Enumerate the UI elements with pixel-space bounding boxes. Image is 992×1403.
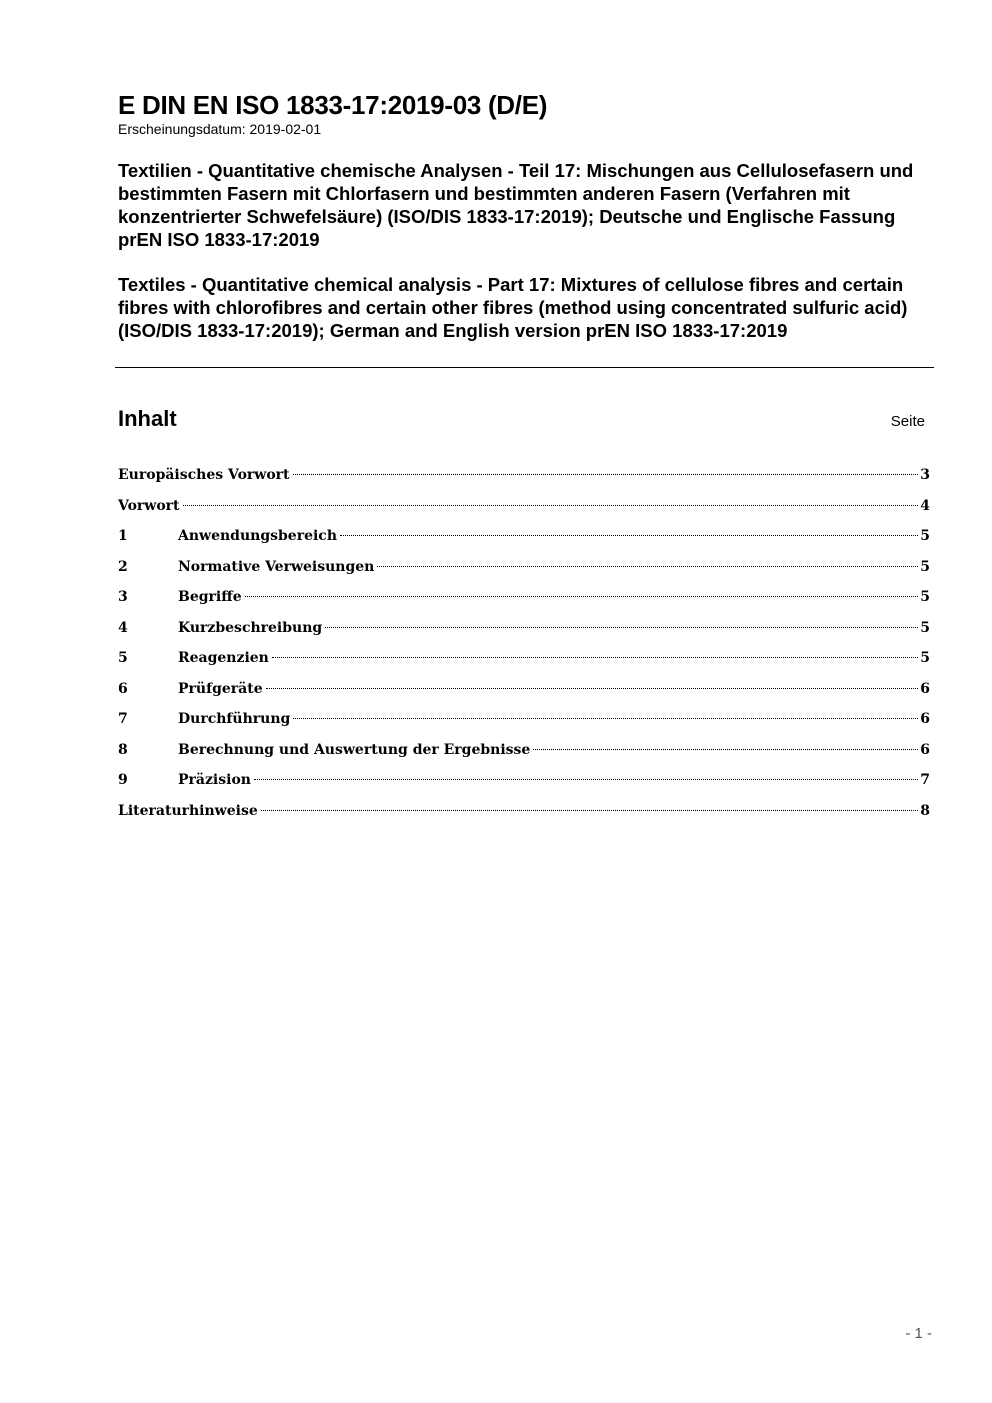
toc-entry-title: Reagenzien xyxy=(178,650,269,666)
toc-entry-vorwort[interactable] xyxy=(118,491,930,522)
toc-entry-anwendungsbereich[interactable] xyxy=(118,521,930,552)
toc-entry-page: 8 xyxy=(920,802,930,819)
toc-dot-leader xyxy=(325,627,918,628)
toc-entry-kurzbeschreibung[interactable] xyxy=(118,613,930,644)
toc-entry-page: 5 xyxy=(920,650,930,666)
toc-entry-title: Präzision xyxy=(178,772,251,788)
toc-entry-page: 3 xyxy=(920,467,930,483)
toc-page-column-label: Seite xyxy=(890,413,925,430)
toc-dot-leader xyxy=(254,779,918,780)
toc-entry-page: 5 xyxy=(920,558,930,575)
toc-entry-begriffe[interactable] xyxy=(118,582,930,613)
toc-entry-europaeisches-vorwort[interactable] xyxy=(118,460,930,491)
toc-dot-leader xyxy=(293,474,919,475)
toc-dot-leader xyxy=(245,596,919,597)
toc-entry-number: 9 xyxy=(118,772,128,788)
toc-entry-page: 6 xyxy=(920,741,930,758)
toc-entry-page: 4 xyxy=(920,497,930,514)
toc-entry-title: Europäisches Vorwort xyxy=(118,467,290,483)
toc-entry-number: 8 xyxy=(118,741,128,758)
toc-entry-number: 7 xyxy=(118,711,128,727)
toc-entry-number: 4 xyxy=(118,619,128,636)
toc-entry-number: 1 xyxy=(118,528,128,544)
toc-entry-normative-verweisungen[interactable] xyxy=(118,552,930,583)
toc-entry-title: Vorwort xyxy=(118,497,180,514)
toc-entry-number: 5 xyxy=(118,650,128,666)
toc-entry-praezision[interactable] xyxy=(118,765,930,796)
toc-entry-page: 6 xyxy=(920,680,930,697)
toc-dot-leader xyxy=(533,749,918,750)
document-id: E DIN EN ISO 1833-17:2019-03 (D/E) xyxy=(118,90,548,120)
toc-entry-literaturhinweise[interactable] xyxy=(118,796,930,827)
toc-entry-number: 6 xyxy=(118,680,128,697)
toc-dot-leader xyxy=(261,810,919,811)
toc-entry-reagenzien[interactable] xyxy=(118,643,930,674)
toc-entry-page: 5 xyxy=(920,528,930,544)
toc-dot-leader xyxy=(272,657,918,658)
toc-dot-leader xyxy=(293,718,918,719)
toc-entry-title: Literaturhinweise xyxy=(118,802,258,819)
toc-dot-leader xyxy=(183,505,919,506)
toc-entry-title: Begriffe xyxy=(178,589,242,605)
toc-entry-durchfuehrung[interactable] xyxy=(118,704,930,735)
toc-dot-leader xyxy=(340,535,918,536)
toc-entry-title: Prüfgeräte xyxy=(178,680,263,697)
toc-entry-pruefgeraete[interactable] xyxy=(118,674,930,705)
toc-entry-title: Normative Verweisungen xyxy=(178,558,375,575)
title-divider xyxy=(115,367,934,368)
toc-entry-title: Kurzbeschreibung xyxy=(178,619,323,636)
toc-heading: Inhalt xyxy=(118,406,177,431)
toc-dot-leader xyxy=(377,566,918,567)
toc-dot-leader xyxy=(266,688,919,689)
toc-entry-page: 7 xyxy=(920,772,930,788)
toc-entry-title: Berechnung und Auswertung der Ergebnisse xyxy=(178,741,531,758)
toc-entry-page: 6 xyxy=(920,711,930,727)
publication-date: Erscheinungsdatum: 2019-02-01 xyxy=(118,121,322,137)
table-of-contents xyxy=(118,460,930,826)
title-english: Textiles - Quantitative chemical analysis - Part 17: Mixtures of cellulose fibres and certain fibres with chlorofibres and certain other fibres (method using concentrated sulfuric acid) (ISO/DIS 1833-17:2019); German and English version prEN ISO 1833-17:2019 xyxy=(118,274,908,341)
toc-entry-title: Durchführung xyxy=(178,711,291,727)
title-german: Textilien - Quantitative chemische Analysen - Teil 17: Mischungen aus Cellulosefasern und bestimmten Fasern mit Chlorfasern und bestimmten anderen Fasern (Verfahren mit konzentrierter Schwefelsäure) (ISO/DIS 1833-17:2019); Deutsche und Englische Fassung prEN ISO 1833-17:2019 xyxy=(118,160,914,250)
toc-entry-page: 5 xyxy=(920,589,930,605)
toc-entry-title: Anwendungsbereich xyxy=(178,528,337,544)
toc-entry-number: 2 xyxy=(118,558,128,575)
toc-entry-number: 3 xyxy=(118,589,128,605)
toc-entry-berechnung[interactable] xyxy=(118,735,930,766)
page-number: - 1 - xyxy=(905,1325,932,1342)
toc-entry-page: 5 xyxy=(920,619,930,636)
